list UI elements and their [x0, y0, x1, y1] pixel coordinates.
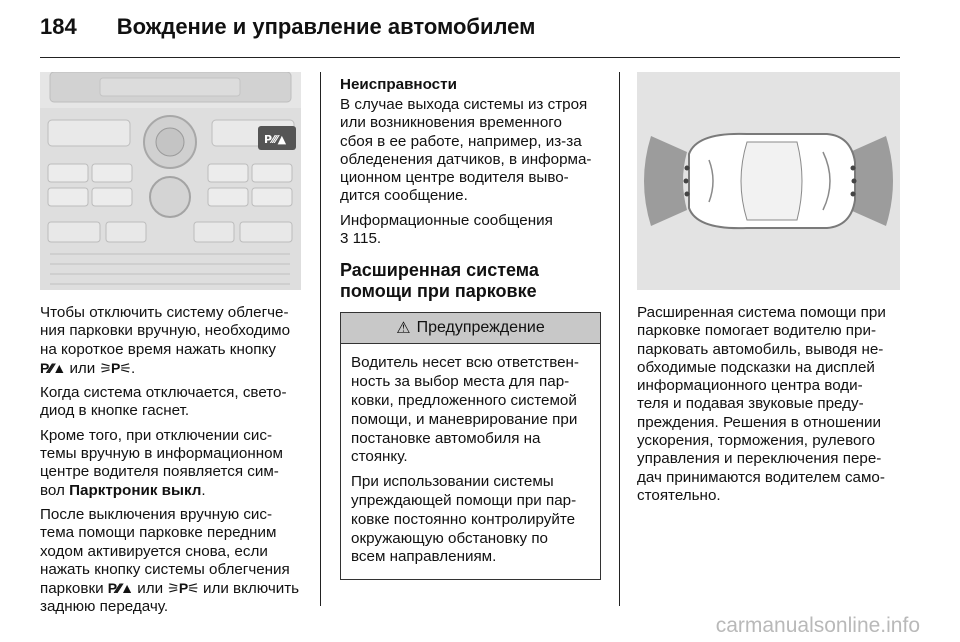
warning-title: Предупреждение: [416, 319, 545, 337]
column-2: [340, 76, 601, 580]
watermark: carmanualsonline.info: [715, 614, 920, 637]
page-title: Вождение и управление автомобилем: [116, 14, 536, 39]
park-pilot-symbol: ⚞P⚟: [167, 580, 199, 597]
warning-body: [341, 344, 600, 579]
console-photo: [40, 72, 301, 290]
car-sensor-illustration: [637, 72, 900, 290]
paragraph-info-messages: Информационные сообщения 3 115.: [340, 211, 553, 248]
paragraph-advanced-assist: Расширенная система помощи при парковке помогает водителю при- парковать автомобиль, выводя не- обходимые подсказки на дисплей информационного центра води- теля и подавая звуковые преду- преждения. Решения в отношении ускорения, торможения, рулевого управления и переключения пере- дач принимаются водителем само- стоятельно.: [637, 304, 886, 504]
reference-arrow-icon: 3: [340, 230, 349, 248]
warning-paragraph: Водитель несет всю ответствен- ность за выбор места для пар- ковки, предложенного системой помощи, и маневрирование при постановке автомобиля на стоянку.: [351, 354, 579, 466]
warning-box: [340, 312, 601, 580]
warning-icon: ⚠: [396, 320, 411, 338]
paragraph-fault: В случае выхода системы из строя или возникновения временного сбоя в ее работе, например, из-за обледенения датчиков, в информа- ционном центре водителя выво- дится сообщение.: [340, 96, 592, 205]
page-header: [40, 14, 920, 54]
fault-heading: Неисправности: [340, 76, 457, 93]
paragraph-symbol: Кроме того, при отключении сис- темы вручную в информационном центре водителя появляется сим- вол Парктроник выкл.: [40, 426, 283, 499]
warning-header: [341, 313, 600, 344]
paragraph-disable: Чтобы отключить систему облегче- ния парковки вручную, необходимо на короткое время нажать кнопку P⁄⁄⁄▲ или ⚞P⚟.: [40, 304, 291, 377]
photo-button-label: P⁄⁄⁄▲: [264, 133, 287, 146]
column-divider-1: [320, 72, 321, 606]
column-divider-2: [619, 72, 620, 606]
center-console-illustration: [40, 72, 301, 290]
park-assist-symbol: P⁄⁄⁄▲: [40, 359, 66, 376]
parking-sensor-diagram: [637, 72, 900, 290]
section-title: Расширенная система помощи при парковке: [340, 260, 539, 302]
symbol-name: Парктроник выкл: [69, 481, 202, 499]
page-number: 184: [40, 14, 77, 39]
column-1: [40, 72, 301, 623]
park-assist-symbol: P⁄⁄⁄▲: [107, 580, 134, 597]
paragraph-reactivate: После выключения вручную сис- тема помощи парковке передним ходом активируется снова, если нажать кнопку системы облегчения парковки P⁄⁄⁄▲ или ⚞P⚟ или включить заднюю передачу.: [40, 505, 300, 616]
paragraph-led: Когда система отключается, свето- диод в кнопке гаснет.: [40, 384, 287, 420]
header-divider: [40, 57, 900, 58]
park-pilot-symbol: ⚞P⚟: [99, 359, 131, 376]
column-3: [637, 72, 900, 511]
page-reference[interactable]: 115.: [348, 230, 382, 248]
warning-paragraph: При использовании системы упреждающей помощи при пар- ковке постоянно контролируйте окружающую обстановку по всем направлениям.: [351, 473, 577, 566]
